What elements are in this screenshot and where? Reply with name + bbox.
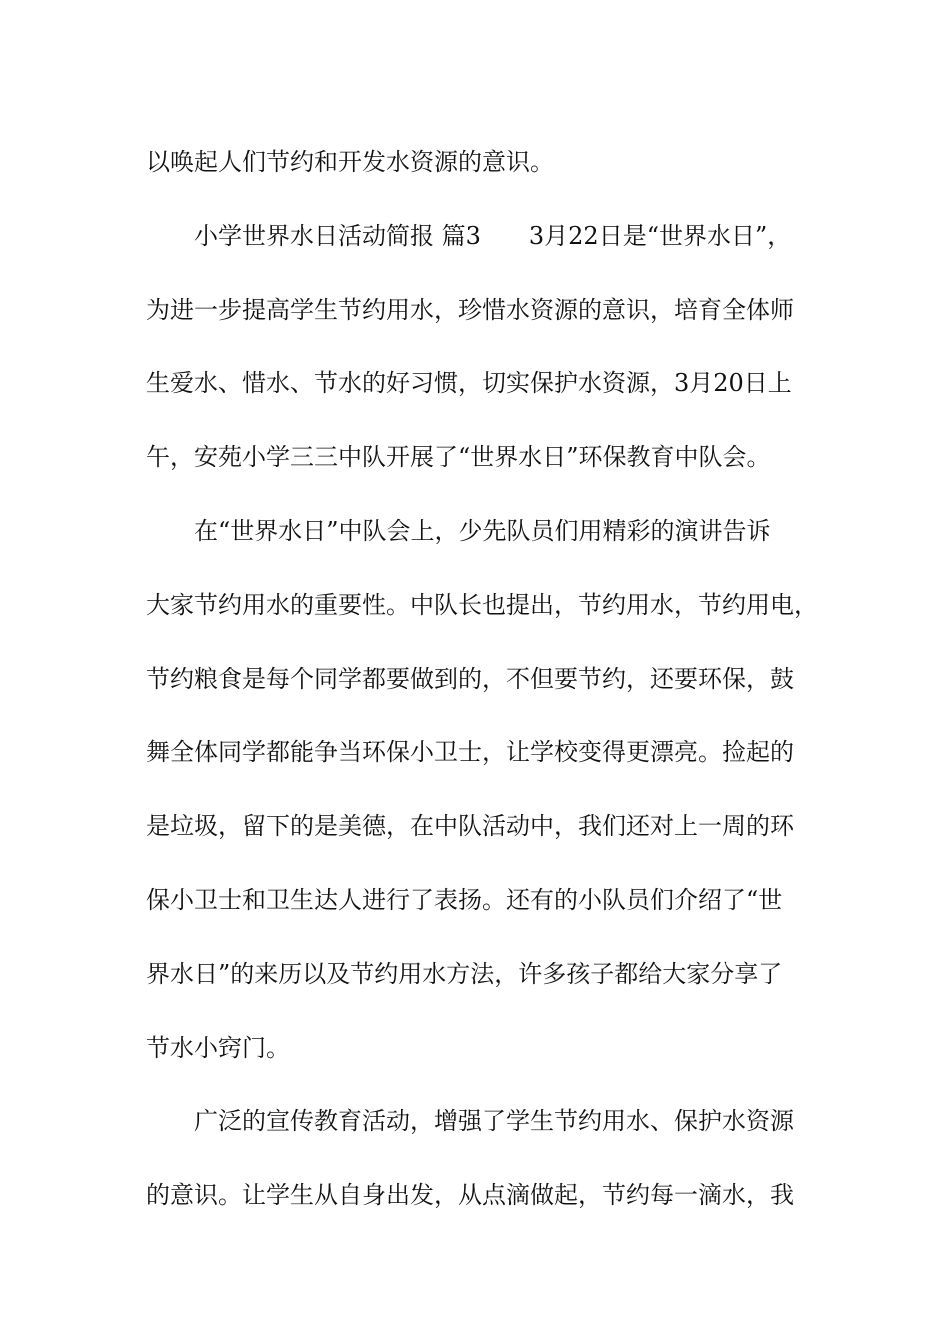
text-line: 的意识。让学生从自身出发，从点滴做起，节约每一滴水，我	[146, 1181, 794, 1210]
text-line: 大家节约用水的重要性。中队长也提出，节约用水，节约用电，	[146, 590, 818, 619]
document-body	[146, 126, 818, 1233]
text-line: 是垃圾，留下的是美德，在中队活动中，我们还对上一周的环	[146, 812, 794, 841]
text-line: 节水小窍门。	[146, 1033, 290, 1062]
text-line: 午，安苑小学三三中队开展了“世界水日”环保教育中队会。	[146, 443, 771, 472]
text-line: 保小卫士和卫生达人进行了表扬。还有的小队员们介绍了“世	[146, 885, 783, 914]
text-line: 舞全体同学都能争当环保小卫士，让学校变得更漂亮。捡起的	[146, 738, 794, 767]
text-line: 界水日”的来历以及节约用水方法，许多孩子都给大家分享了	[146, 959, 783, 988]
text-line: 生爱水、惜水、节水的好习惯，切实保护水资源，3月20日上	[146, 369, 792, 398]
text-line: 节约粮食是每个同学都要做到的，不但要节约，还要环保，鼓	[146, 664, 794, 693]
text-line: 为进一步提高学生节约用水，珍惜水资源的意识，培育全体师	[146, 295, 794, 324]
text-line: 小学世界水日活动简报 篇3 3月22日是“世界水日”，	[194, 221, 792, 250]
text-line: 广泛的宣传教育活动，增强了学生节约用水、保护水资源	[194, 1107, 794, 1136]
text-line: 在“世界水日”中队会上，少先队员们用精彩的演讲告诉	[194, 516, 771, 545]
text-line: 以唤起人们节约和开发水资源的意识。	[146, 148, 554, 176]
